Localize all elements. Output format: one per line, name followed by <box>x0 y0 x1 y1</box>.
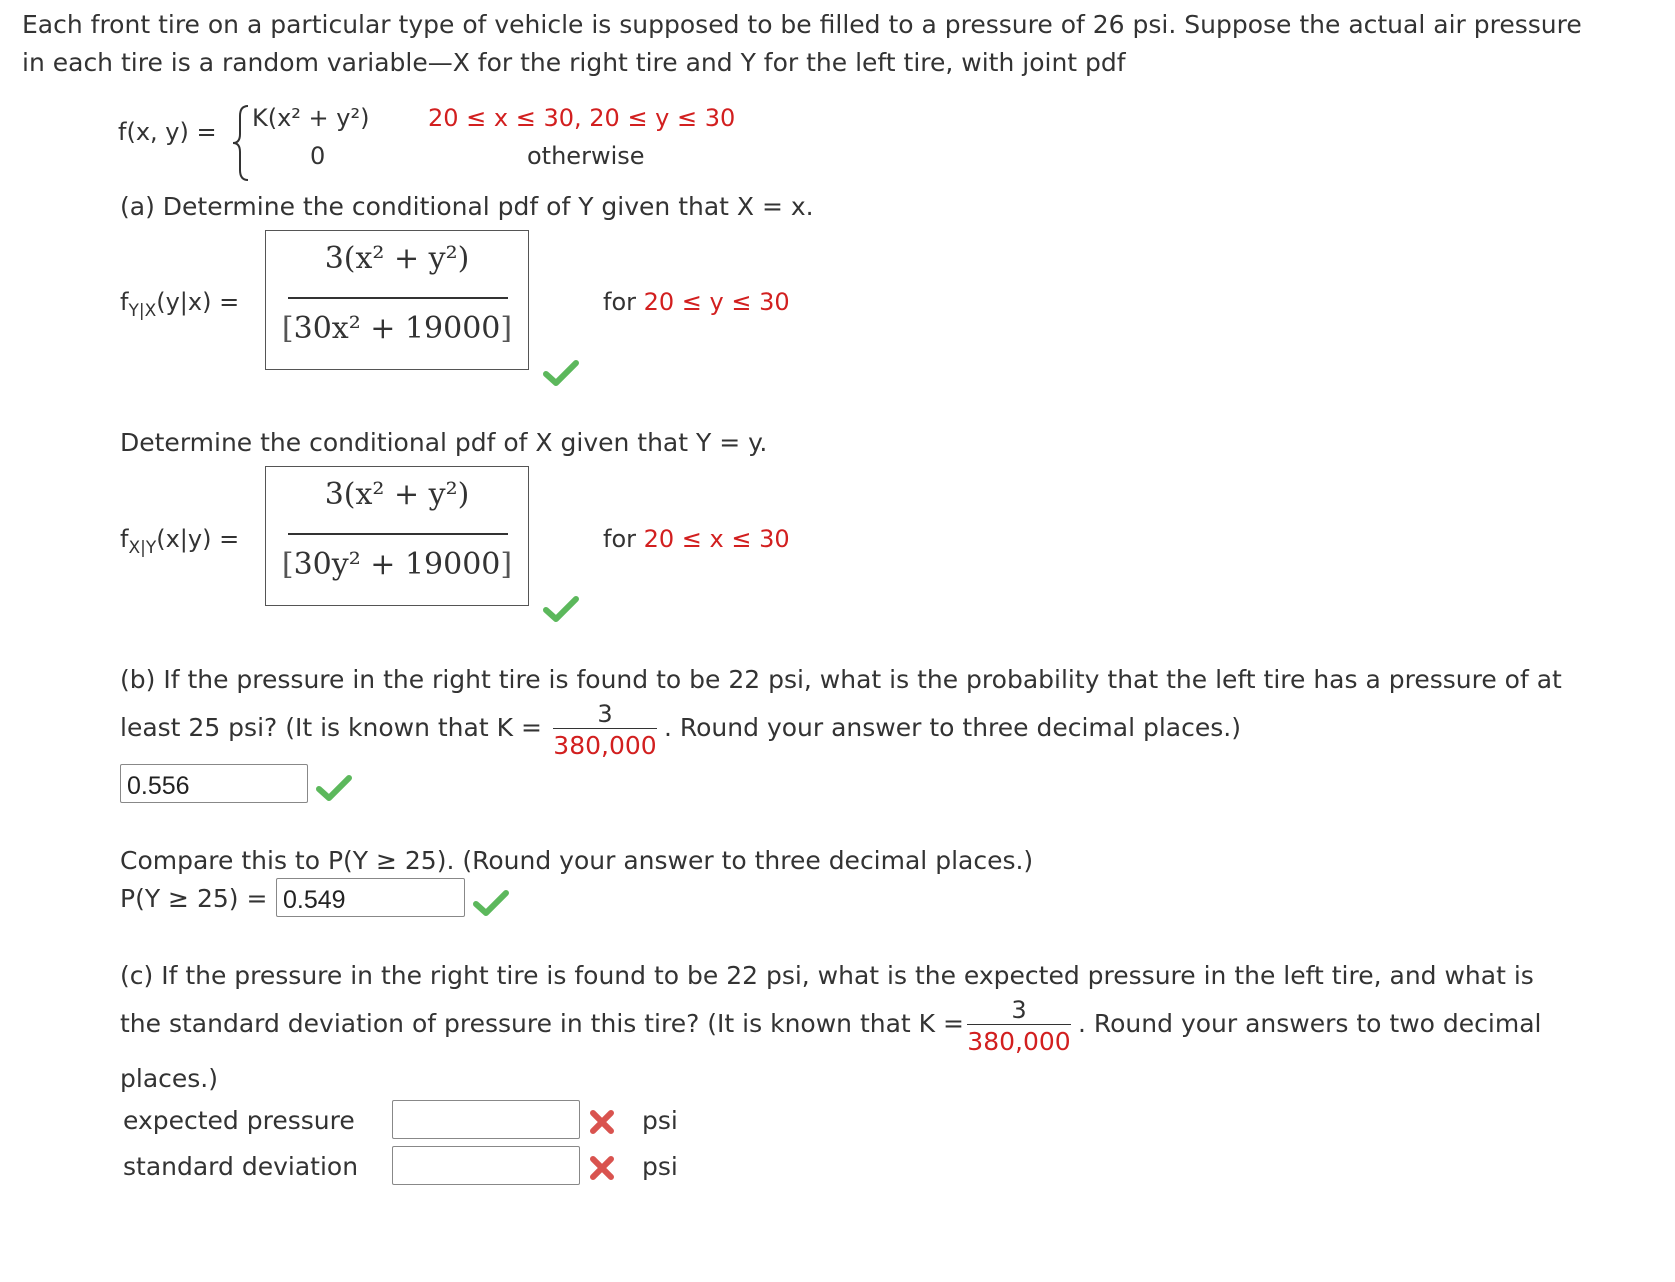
pdf-case2-condition: otherwise <box>527 142 645 170</box>
fxy-range: for 20 ≤ x ≤ 30 <box>603 525 790 553</box>
pdf-lhs: f(x, y) = <box>118 118 217 146</box>
k-fraction-c: 3 380,000 <box>967 996 1071 1056</box>
cross-icon <box>588 1154 616 1182</box>
brace-icon <box>230 104 252 182</box>
standard-deviation-unit: psi <box>642 1152 678 1181</box>
conditional-pdf-y-label: $f_{Y|X}(y|x)$ = <box>120 288 240 321</box>
check-icon <box>543 360 579 386</box>
pdf-case1-condition: 20 ≤ x ≤ 30, 20 ≤ y ≤ 30 <box>428 104 736 132</box>
p-y-ge-25-input[interactable] <box>276 878 465 917</box>
expected-pressure-label: expected pressure <box>123 1106 355 1135</box>
check-icon <box>473 890 509 916</box>
part-c-prompt-line-3: places.) <box>120 1064 218 1093</box>
fyx-fraction-bar <box>288 297 508 299</box>
expected-pressure-unit: psi <box>642 1106 678 1135</box>
part-c-prompt-line-2-post: . Round your answers to two decimal <box>1078 1009 1542 1038</box>
check-icon <box>543 596 579 622</box>
standard-deviation-label: standard deviation <box>123 1152 359 1181</box>
fxy-fraction-bar <box>288 533 508 535</box>
check-icon <box>316 775 352 801</box>
part-c-prompt-line-1: (c) If the pressure in the right tire is found to be 22 psi, what is the expected pressure in the left tire, and what is <box>120 961 1534 990</box>
standard-deviation-input[interactable] <box>392 1146 580 1185</box>
fyx-numerator: 3(x² + y²) <box>324 241 470 276</box>
compare-label: P(Y ≥ 25) = <box>120 884 268 913</box>
compare-prompt: Compare this to P(Y ≥ 25). (Round your answer to three decimal places.) <box>120 846 1034 875</box>
part-b-prompt-line-2-pre: least 25 psi? (It is known that K = <box>120 713 542 742</box>
intro-line-1: Each front tire on a particular type of vehicle is supposed to be filled to a pressure of 26 psi. Suppose the actual air pressure <box>22 10 1582 39</box>
part-a-prompt: (a) Determine the conditional pdf of Y given that X = x. <box>120 192 814 221</box>
part-b-prompt-line-2-post: . Round your answer to three decimal places.) <box>664 713 1241 742</box>
answer-box-fyx[interactable] <box>265 230 529 370</box>
part-b-prompt-line-1: (b) If the pressure in the right tire is found to be 22 psi, what is the probability that the left tire has a pressure of at <box>120 665 1562 694</box>
pdf-case1-expr: K(x² + y²) <box>252 104 370 132</box>
expected-pressure-input[interactable] <box>392 1100 580 1139</box>
fxy-numerator: 3(x² + y²) <box>324 477 470 512</box>
fyx-denominator: [30x² + 19000] <box>281 311 513 346</box>
intro-line-2: in each tire is a random variable—X for the right tire and Y for the left tire, with joint pdf <box>22 48 1126 77</box>
fxy-denominator: [30y² + 19000] <box>281 547 513 582</box>
k-fraction-b: 3 380,000 <box>553 700 657 760</box>
cross-icon <box>588 1108 616 1136</box>
pdf-case2-expr: 0 <box>310 142 326 170</box>
part-a-prompt-2: Determine the conditional pdf of X given that Y = y. <box>120 428 768 457</box>
fyx-range: for 20 ≤ y ≤ 30 <box>603 288 790 316</box>
answer-box-fxy[interactable] <box>265 466 529 606</box>
part-c-prompt-line-2-pre: the standard deviation of pressure in this tire? (It is known that K = <box>120 1009 964 1038</box>
conditional-pdf-x-label: $f_{X|Y}(x|y)$ = <box>120 525 240 558</box>
probability-answer-input[interactable] <box>120 764 308 803</box>
